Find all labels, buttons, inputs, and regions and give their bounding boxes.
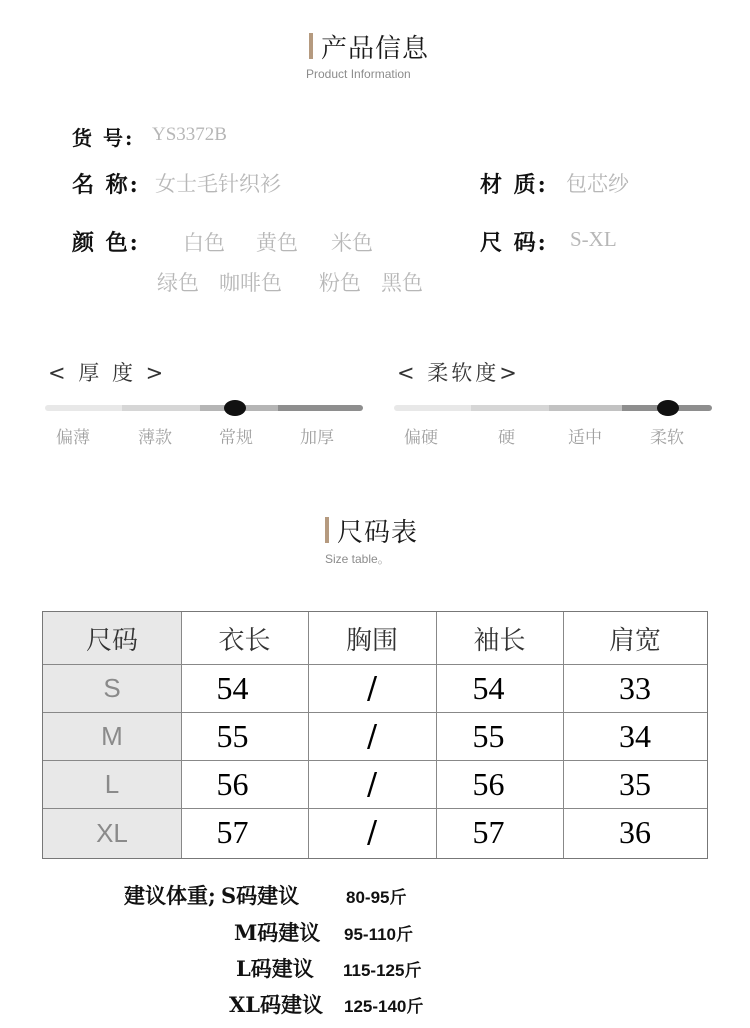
softness-title: < 柔软度>: [397, 361, 520, 385]
table-cell: 34: [619, 717, 651, 754]
section-accent-bar: [325, 517, 329, 543]
table-row-size: S: [43, 664, 181, 712]
table-divider: [43, 808, 707, 809]
weight-size-label: M码建议: [234, 920, 321, 945]
color-option: 黄色: [256, 231, 298, 255]
name-label: 名 称:: [72, 172, 140, 198]
table-divider: [43, 712, 707, 713]
softness-indicator: [657, 400, 679, 416]
weight-size-value: 95-110斤: [344, 925, 413, 944]
table-cell: 57: [216, 813, 249, 850]
color-option: 米色: [331, 231, 373, 255]
table-header-cell: 尺码: [43, 612, 181, 664]
table-cell: 35: [619, 765, 651, 802]
thickness-scale-bar: [45, 405, 363, 411]
table-cell: /: [366, 670, 378, 706]
table-header-cell: 衣长: [218, 625, 271, 656]
material-label: 材 质:: [480, 172, 548, 198]
softness-label: 硬: [498, 428, 515, 448]
table-cell: 56: [472, 765, 505, 802]
size-table-title: 尺码表: [337, 518, 419, 548]
size-label: 尺 码:: [480, 230, 548, 256]
weight-prefix: 建议体重;: [124, 883, 216, 908]
table-cell: /: [366, 718, 378, 754]
weight-size-label: S码建议: [221, 883, 300, 908]
table-divider: [43, 664, 707, 665]
table-cell: 54: [472, 669, 505, 706]
material-value: 包芯纱: [566, 172, 629, 196]
item-no-label: 货 号:: [72, 126, 135, 150]
table-divider: [563, 612, 564, 858]
table-header-cell: 胸围: [345, 625, 398, 656]
thickness-label: 薄款: [138, 428, 172, 448]
thickness-label: 常规: [219, 428, 253, 448]
thickness-title: < 厚 度 >: [48, 361, 167, 385]
color-option: 绿色: [157, 271, 199, 295]
softness-label: 适中: [568, 428, 602, 448]
table-header-cell: 袖长: [473, 625, 526, 656]
table-cell: 56: [216, 765, 249, 802]
table-row-size: M: [43, 712, 181, 760]
size-table-subtitle: Size table。: [325, 552, 390, 566]
table-cell: 36: [619, 813, 651, 850]
weight-size-value: 125-140斤: [344, 997, 424, 1016]
table-cell: 57: [472, 813, 505, 850]
weight-size-label: XL码建议: [229, 992, 324, 1017]
size-table: [42, 611, 708, 859]
name-value: 女士毛针织衫: [155, 172, 281, 196]
color-option: 黑色: [381, 271, 423, 295]
table-cell: /: [366, 766, 378, 802]
product-info-subtitle: Product Information: [306, 67, 411, 81]
softness-label: 柔软: [650, 428, 684, 448]
thickness-label: 偏薄: [56, 428, 90, 448]
weight-size-value: 80-95斤: [346, 888, 407, 907]
color-option: 粉色: [319, 271, 361, 295]
table-divider: [436, 612, 437, 858]
thickness-indicator: [224, 400, 246, 416]
color-label: 颜 色:: [72, 230, 140, 256]
table-cell: 54: [216, 669, 249, 706]
table-row-size: L: [43, 760, 181, 808]
item-no-value: YS3372B: [152, 124, 227, 145]
softness-label: 偏硬: [404, 428, 438, 448]
table-cell: 55: [216, 717, 249, 754]
table-cell: /: [366, 814, 378, 850]
weight-size-value: 115-125斤: [343, 961, 422, 980]
table-row-size: XL: [43, 808, 181, 858]
thickness-label: 加厚: [300, 428, 334, 448]
table-cell: 55: [472, 717, 505, 754]
table-divider: [181, 612, 182, 858]
weight-size-label: L码建议: [236, 956, 314, 981]
product-info-title: 产品信息: [321, 34, 430, 64]
table-cell: 33: [619, 669, 651, 706]
size-value: S-XL: [570, 227, 617, 251]
color-option: 咖啡色: [219, 271, 282, 295]
table-divider: [308, 612, 309, 858]
table-header-cell: 肩宽: [608, 625, 661, 656]
section-accent-bar: [309, 33, 313, 59]
color-option: 白色: [183, 231, 225, 255]
table-divider: [43, 760, 707, 761]
